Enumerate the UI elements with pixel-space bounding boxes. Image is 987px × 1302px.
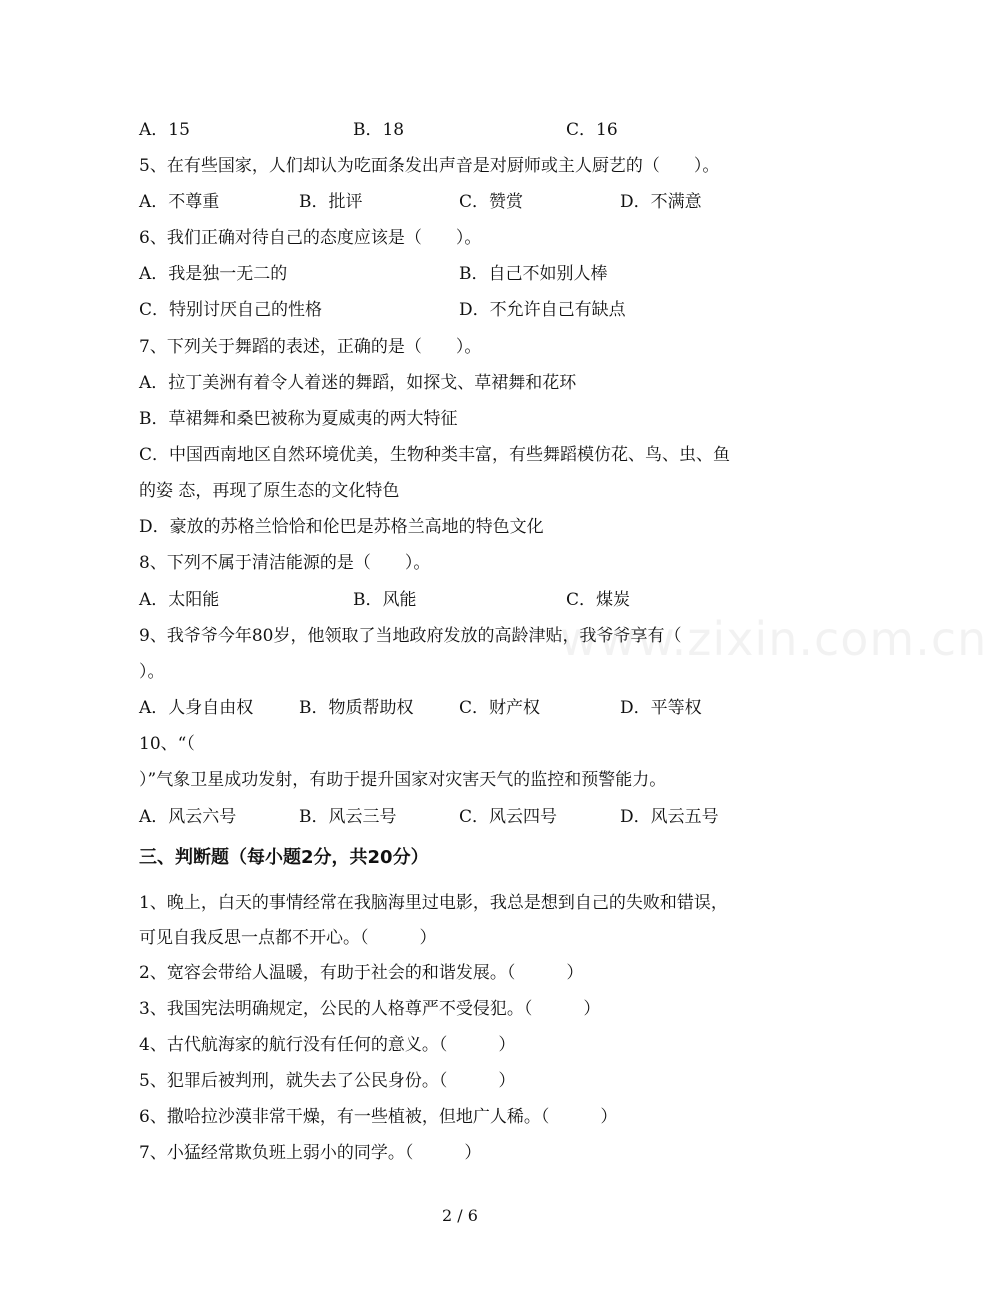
q6-option-a: A．我是独一无二的	[139, 264, 288, 284]
q9-stem-line2: ）。	[139, 662, 165, 682]
q5-stem: 5、在有些国家，人们却认为吃面条发出声音是对厨师或主人厨艺的（ ）。	[139, 156, 720, 176]
q7-option-c-line2: 的姿 态，再现了原生态的文化特色	[139, 481, 400, 501]
q7-option-c-line1: C．中国西南地区自然环境优美，生物种类丰富，有些舞蹈模仿花、鸟、虫、鱼	[139, 445, 731, 465]
q10-option-c: C．风云四号	[459, 807, 558, 827]
q4-option-b: B．18	[353, 120, 405, 140]
q4-option-a: A．15	[139, 120, 190, 140]
judgment-3: 3、我国宪法明确规定，公民的人格尊严不受侵犯。（ ）	[139, 999, 601, 1019]
judgment-6: 6、撒哈拉沙漠非常干燥，有一些植被，但地广人稀。（ ）	[139, 1107, 618, 1127]
q8-option-b: B．风能	[353, 590, 417, 610]
q5-option-a: A．不尊重	[139, 192, 220, 212]
q6-option-c: C．特别讨厌自己的性格	[139, 300, 323, 320]
q9-option-a: A．人身自由权	[139, 698, 254, 718]
q7-stem: 7、下列关于舞蹈的表述，正确的是（ ）。	[139, 337, 482, 357]
judgment-7: 7、小猛经常欺负班上弱小的同学。（ ）	[139, 1143, 482, 1163]
q9-option-b: B．物质帮助权	[299, 698, 414, 718]
q10-option-a: A．风云六号	[139, 807, 237, 827]
q9-option-d: D．平等权	[620, 698, 702, 718]
page-number: 2 / 6	[442, 1206, 478, 1225]
q10-option-d: D．风云五号	[620, 807, 719, 827]
q10-option-b: B．风云三号	[299, 807, 397, 827]
watermark: www.zixin.com.cn	[560, 612, 987, 666]
q9-option-c: C．财产权	[459, 698, 541, 718]
q8-option-c: C．煤炭	[566, 590, 631, 610]
judgment-1-line2: 可见自我反思一点都不开心。（ ）	[139, 928, 437, 948]
q5-option-c: C．赞赏	[459, 192, 524, 212]
q10-stem-line2: ）”气象卫星成功发射，有助于提升国家对灾害天气的监控和预警能力。	[139, 770, 667, 790]
q6-option-d: D．不允许自己有缺点	[459, 300, 626, 320]
q8-stem: 8、下列不属于清洁能源的是（ ）。	[139, 553, 431, 573]
judgment-4: 4、古代航海家的航行没有任何的意义。（ ）	[139, 1035, 516, 1055]
q8-option-a: A．太阳能	[139, 590, 220, 610]
q6-option-b: B．自己不如别人棒	[459, 264, 608, 284]
judgment-5: 5、犯罪后被判刑，就失去了公民身份。（ ）	[139, 1071, 516, 1091]
q5-option-b: B．批评	[299, 192, 363, 212]
q7-option-d: D．豪放的苏格兰恰恰和伦巴是苏格兰高地的特色文化	[139, 517, 544, 537]
q7-option-b: B．草裙舞和桑巴被称为夏威夷的两大特征	[139, 409, 458, 429]
judgment-1-line1: 1、晚上，白天的事情经常在我脑海里过电影，我总是想到自己的失败和错误，	[139, 893, 728, 913]
q4-option-c: C．16	[566, 120, 618, 140]
q10-stem-line1: 10、“（	[139, 734, 195, 754]
section-title-judgment: 三、判断题（每小题2分，共20分）	[139, 847, 429, 868]
q5-option-d: D．不满意	[620, 192, 702, 212]
q9-stem-line1: 9、我爷爷今年80岁，他领取了当地政府发放的高龄津贴，我爷爷享有（	[139, 626, 682, 646]
q7-option-a: A．拉丁美洲有着令人着迷的舞蹈，如探戈、草裙舞和花环	[139, 373, 577, 393]
judgment-2: 2、宽容会带给人温暖，有助于社会的和谐发展。（ ）	[139, 963, 584, 983]
q6-stem: 6、我们正确对待自己的态度应该是（ ）。	[139, 228, 482, 248]
